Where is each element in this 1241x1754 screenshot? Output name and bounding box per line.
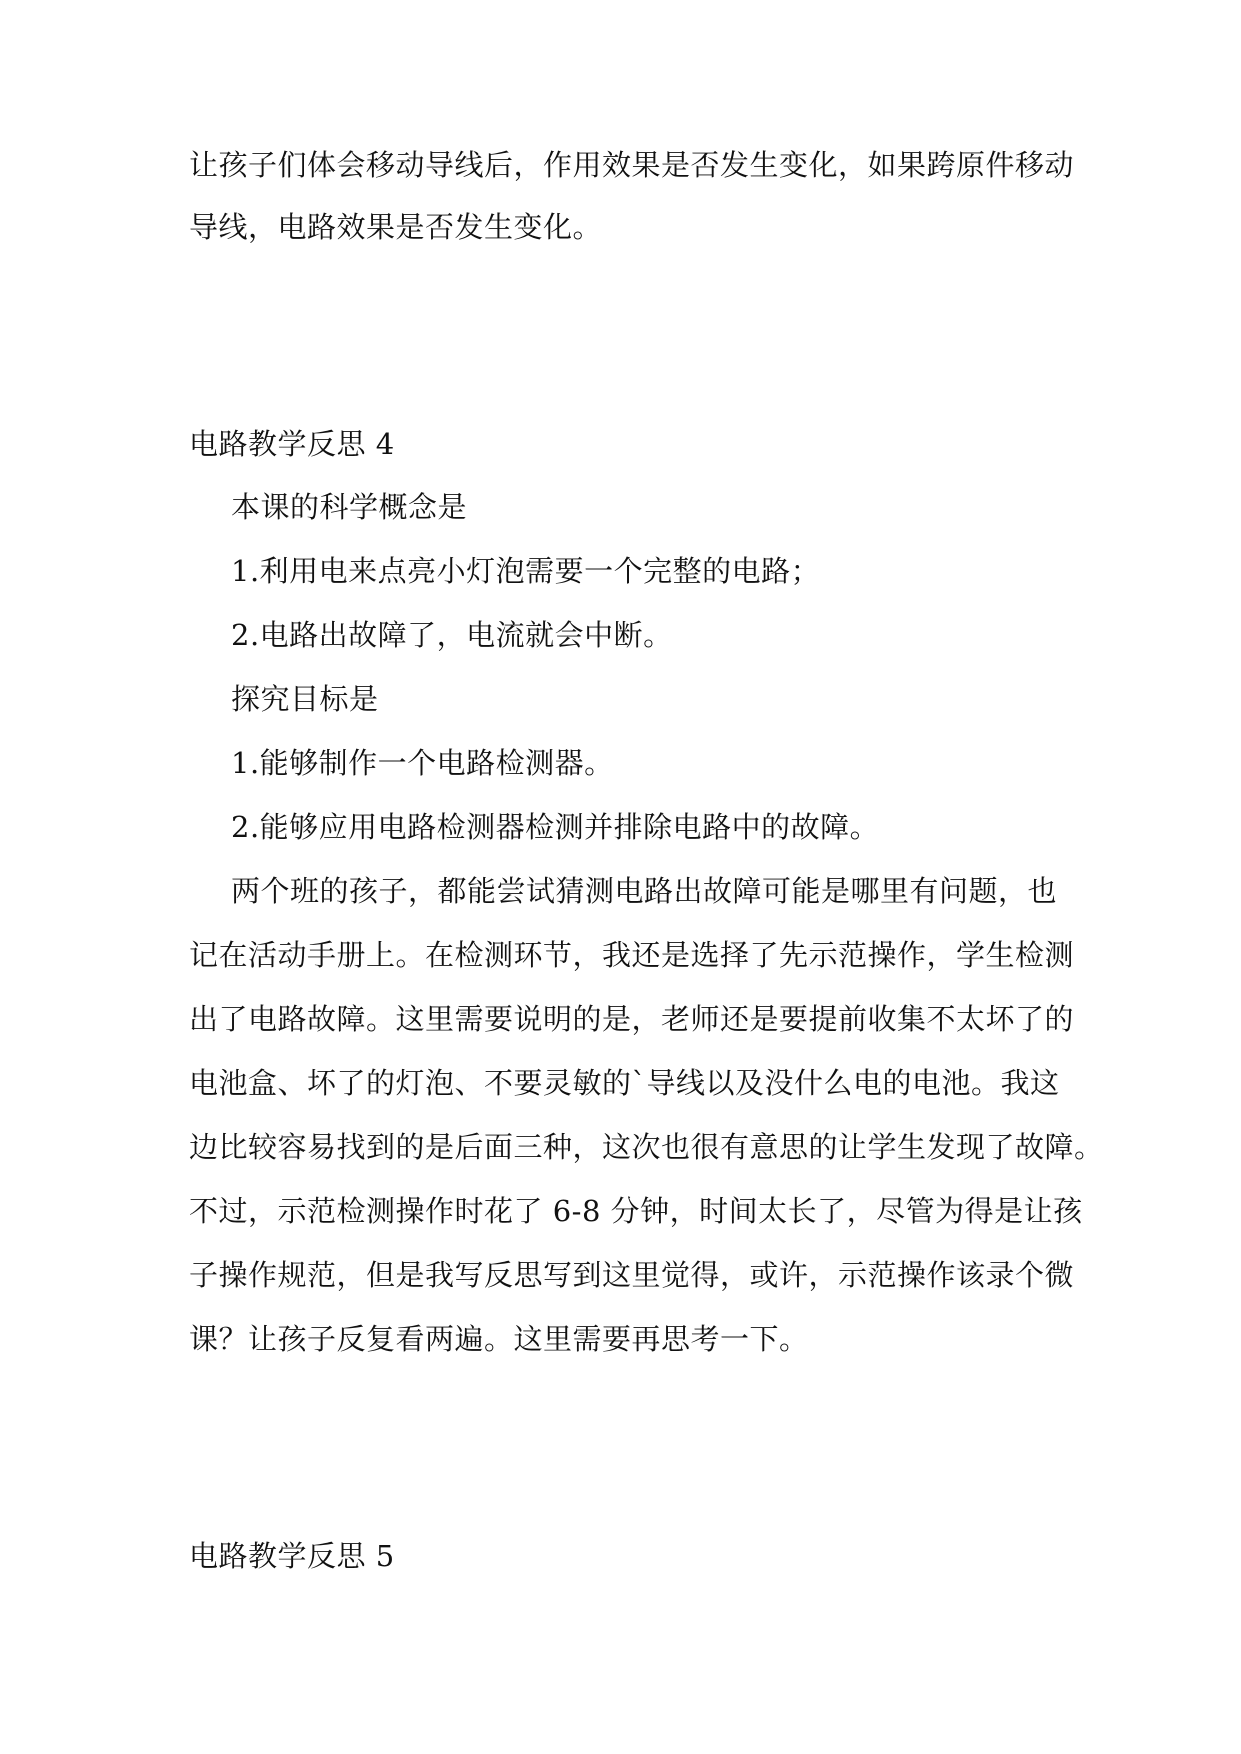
- paragraph-line-7: 子操作规范，但是我写反思写到这里觉得，或许，示范操作该录个微: [189, 1258, 1075, 1292]
- section-5-heading: 电路教学反思 5: [189, 1539, 395, 1573]
- goal-item-1: 1.能够制作一个电路检测器。: [231, 746, 614, 780]
- intro-line-1: 让孩子们体会移动导线后，作用效果是否发生变化，如果跨原件移动: [189, 148, 1075, 182]
- paragraph-line-5: 边比较容易找到的是后面三种，这次也很有意思的让学生发现了故障。: [189, 1130, 1104, 1164]
- goal-item-2: 2.能够应用电路检测器检测并排除电路中的故障。: [231, 810, 880, 844]
- paragraph-line-8: 课？让孩子反复看两遍。这里需要再思考一下。: [189, 1322, 809, 1356]
- paragraph-line-2: 记在活动手册上。在检测环节，我还是选择了先示范操作，学生检测: [189, 938, 1075, 972]
- concept-intro: 本课的科学概念是: [231, 490, 468, 524]
- paragraph-line-3: 出了电路故障。这里需要说明的是，老师还是要提前收集不太坏了的: [189, 1002, 1075, 1036]
- paragraph-line-6: 不过，示范检测操作时花了 6-8 分钟，时间太长了，尽管为得是让孩: [189, 1194, 1083, 1228]
- intro-line-2: 导线，电路效果是否发生变化。: [189, 210, 603, 244]
- concept-item-2: 2.电路出故障了，电流就会中断。: [231, 618, 673, 652]
- goal-intro: 探究目标是: [231, 682, 379, 716]
- paragraph-line-1: 两个班的孩子，都能尝试猜测电路出故障可能是哪里有问题，也: [231, 874, 1058, 908]
- paragraph-line-4: 电池盒、坏了的灯泡、不要灵敏的`导线以及没什么电的电池。我这: [189, 1066, 1060, 1100]
- concept-item-1: 1.利用电来点亮小灯泡需要一个完整的电路；: [231, 554, 821, 588]
- section-4-heading: 电路教学反思 4: [189, 427, 395, 461]
